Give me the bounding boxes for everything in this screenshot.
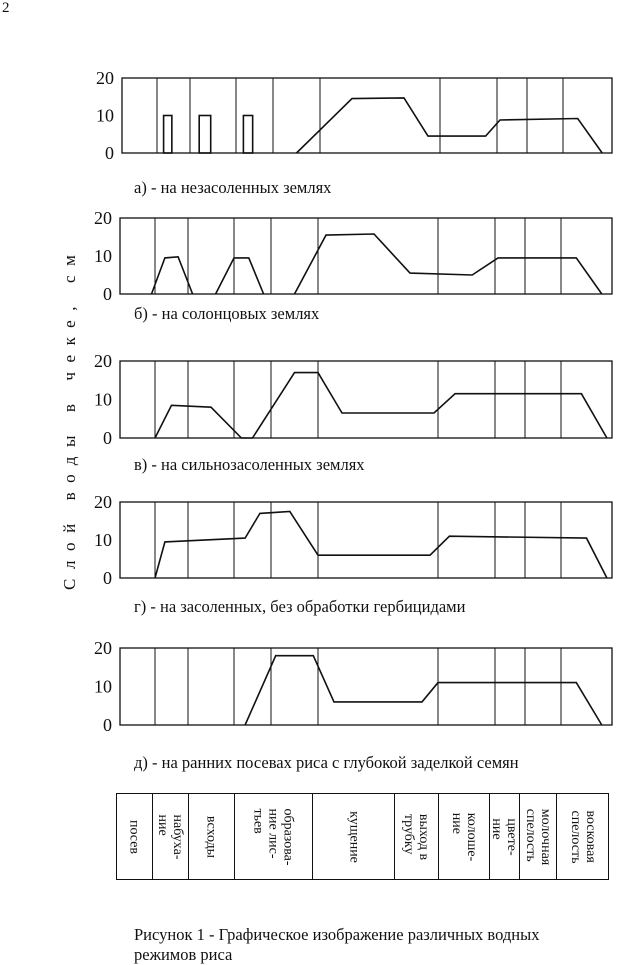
- chart-3: [94, 492, 612, 588]
- chart-caption: а) - на незасоленных землях: [134, 178, 332, 197]
- y-tick-label: 0: [103, 428, 112, 448]
- y-tick-label: 0: [103, 284, 112, 304]
- stage-cell: [557, 794, 608, 879]
- stage-label: всходы: [203, 815, 219, 858]
- stage-label: колоше- ние: [448, 812, 479, 861]
- chart-frame: [120, 361, 612, 438]
- y-tick-label: 10: [94, 676, 112, 697]
- stage-label: набуха- ние: [155, 814, 186, 859]
- chart-4: [94, 638, 612, 735]
- stage-label: образова- ние лис- тьев: [250, 807, 296, 866]
- chart-frame: [120, 218, 612, 294]
- stage-label: посев: [126, 819, 142, 854]
- chart-frame: [122, 78, 612, 153]
- chart-caption: г) - на засоленных, без обработки гербицидами: [134, 597, 466, 616]
- stage-cell: [153, 794, 189, 879]
- water-level-line: [297, 98, 603, 153]
- y-tick-label: 10: [94, 530, 112, 550]
- y-tick-label: 10: [94, 389, 112, 410]
- y-tick-label: 20: [96, 68, 114, 88]
- chart-0: [96, 68, 612, 163]
- y-tick-label: 0: [103, 568, 112, 588]
- chart-2: [94, 351, 612, 448]
- water-level-line: [155, 512, 607, 579]
- stage-label: цвете- ние: [489, 817, 520, 856]
- stage-label: восковая спелость: [567, 810, 598, 863]
- y-tick-label: 20: [94, 351, 112, 371]
- stage-label: молочная спелость: [523, 808, 554, 865]
- y-tick-label: 10: [96, 105, 114, 126]
- figure-caption: Рисунок 1 - Графическое изображение различных водных режимов риса: [134, 925, 540, 964]
- water-level-line: [295, 234, 602, 294]
- y-tick-label: 10: [94, 246, 112, 266]
- stage-cell: [235, 794, 314, 879]
- water-level-line: [155, 373, 607, 438]
- chart-1: [94, 208, 612, 304]
- flood-bar: [164, 116, 172, 154]
- flood-bar: [243, 116, 252, 154]
- y-tick-label: 0: [105, 143, 114, 163]
- page-number: 2: [2, 0, 10, 16]
- stage-cell: [117, 794, 153, 879]
- stage-table: [116, 793, 609, 880]
- water-level-line: [152, 257, 193, 294]
- stage-label: выход в трубку: [401, 813, 432, 860]
- stage-cell: [395, 794, 439, 879]
- stage-label: кущение: [346, 810, 362, 863]
- stage-cell: [439, 794, 490, 879]
- chart-caption: б) - на солонцовых землях: [134, 304, 320, 323]
- stage-cell: [520, 794, 557, 879]
- chart-caption: д) - на ранних посевах риса с глубокой заделкой семян: [134, 753, 519, 772]
- water-level-line: [245, 656, 602, 725]
- stage-cell: [313, 794, 395, 879]
- y-tick-label: 0: [103, 715, 112, 735]
- water-level-line: [216, 258, 264, 294]
- stage-cell: [490, 794, 521, 879]
- stage-cell: [189, 794, 235, 879]
- y-tick-label: 20: [94, 492, 112, 512]
- y-tick-label: 20: [94, 208, 112, 228]
- y-tick-label: 20: [94, 638, 112, 658]
- chart-frame: [120, 648, 612, 725]
- y-axis-title-text: Слой воды в чеке, см: [60, 245, 79, 590]
- flood-bar: [199, 116, 211, 154]
- chart-caption: в) - на сильнозасоленных землях: [134, 455, 365, 474]
